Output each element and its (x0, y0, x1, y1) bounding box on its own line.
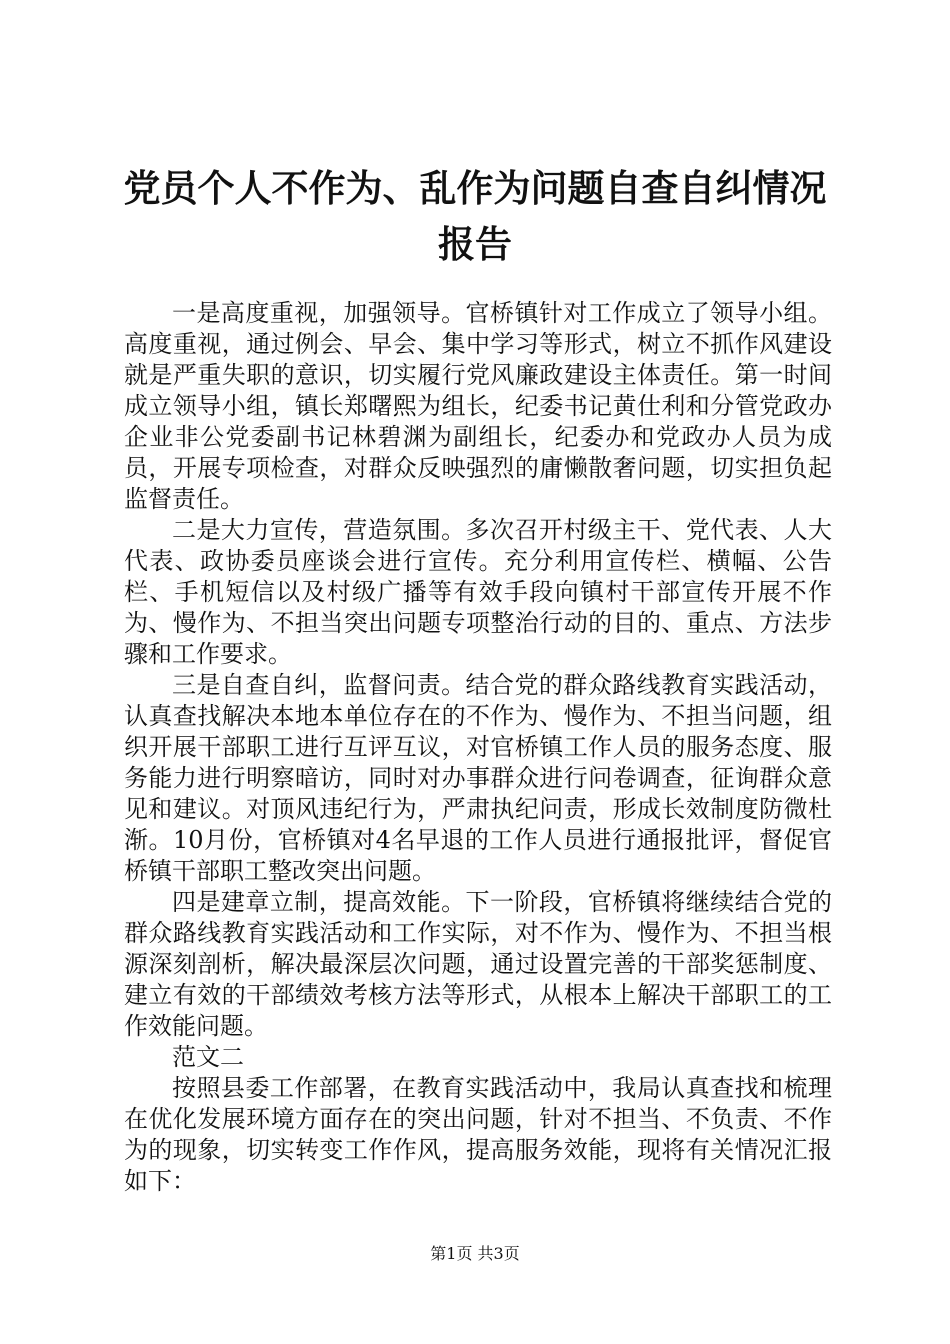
document-body (124, 298, 832, 1197)
document-title: 党员个人不作为、乱作为问题自查自纠情况报告 (123, 166, 827, 266)
paragraph: 按照县委工作部署，在教育实践活动中，我局认真查找和梳理在优化发展环境方面存在的突出问题，针对不担当、不负责、不作为的现象，切实转变工作作风，提高服务效能，现将有关情况汇报如下： (124, 1074, 832, 1195)
paragraph: 三是自查自纠，监督问责。结合党的群众路线教育实践活动，认真查找解决本地本单位存在的不作为、慢作为、不担当问题，组织开展干部职工进行互评互议，对官桥镇工作人员的服务态度、服务能力进行明察暗访，同时对办事群众进行问卷调查，征询群众意见和建议。对顶风违纪行为，严肃执纪问责，形成长效制度防微杜渐。10月份，官桥镇对4名早退的工作人员进行通报批评，督促官桥镇干部职工整改突出问题。 (124, 671, 832, 885)
paragraph: 二是大力宣传，营造氛围。多次召开村级主干、党代表、人大代表、政协委员座谈会进行宣传。充分利用宣传栏、横幅、公告栏、手机短信以及村级广播等有效手段向镇村干部宣传开展不作为、慢作为、不担当突出问题专项整治行动的目的、重点、方法步骤和工作要求。 (124, 516, 832, 668)
paragraph: 一是高度重视，加强领导。官桥镇针对工作成立了领导小组。高度重视，通过例会、早会、集中学习等形式，树立不抓作风建设就是严重失职的意识，切实履行党风廉政建设主体责任。第一时间成立领导小组，镇长郑曙熙为组长，纪委书记黄仕利和分管党政办企业非公党委副书记林碧渊为副组长，纪委办和党政办人员为成员，开展专项检查，对群众反映强烈的庸懒散奢问题，切实担负起监督责任。 (124, 299, 832, 513)
paragraph: 四是建章立制，提高效能。下一阶段，官桥镇将继续结合党的群众路线教育实践活动和工作实际，对不作为、慢作为、不担当根源深刻剖析，解决最深层次问题，通过设置完善的干部奖惩制度、建立有效的干部绩效考核方法等形式，从根本上解决干部职工的工作效能问题。 (124, 888, 832, 1040)
page-footer: 第1页 共3页 (430, 1244, 520, 1263)
section-heading: 范文二 (172, 1043, 244, 1071)
